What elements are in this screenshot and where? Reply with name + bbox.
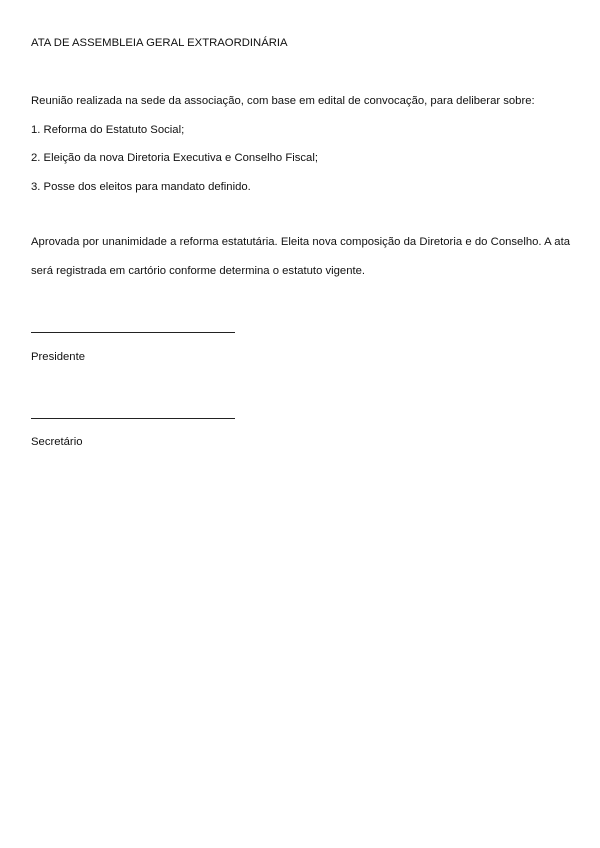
- agenda-item: 3. Posse dos eleitos para mandato definido.: [31, 181, 251, 193]
- resolution-paragraph: Aprovada por unanimidade a reforma estatutária. Eleita nova composição da Diretoria e do Conselho. A ata será registrada em cartório conforme determina o estatuto vigente.: [31, 236, 570, 277]
- signature-role-secretary: Secretário: [31, 436, 83, 448]
- document-title: ATA DE ASSEMBLEIA GERAL EXTRAORDINÁRIA: [31, 37, 288, 49]
- intro-paragraph: Reunião realizada na sede da associação, com base em edital de convocação, para deliberar sobre:: [31, 95, 535, 107]
- signature-line-secretary: [31, 418, 235, 419]
- signature-role-president: Presidente: [31, 351, 86, 363]
- agenda-item: 1. Reforma do Estatuto Social;: [31, 124, 185, 136]
- signature-line-president: [31, 332, 235, 333]
- agenda-item: 2. Eleição da nova Diretoria Executiva e Conselho Fiscal;: [31, 152, 318, 164]
